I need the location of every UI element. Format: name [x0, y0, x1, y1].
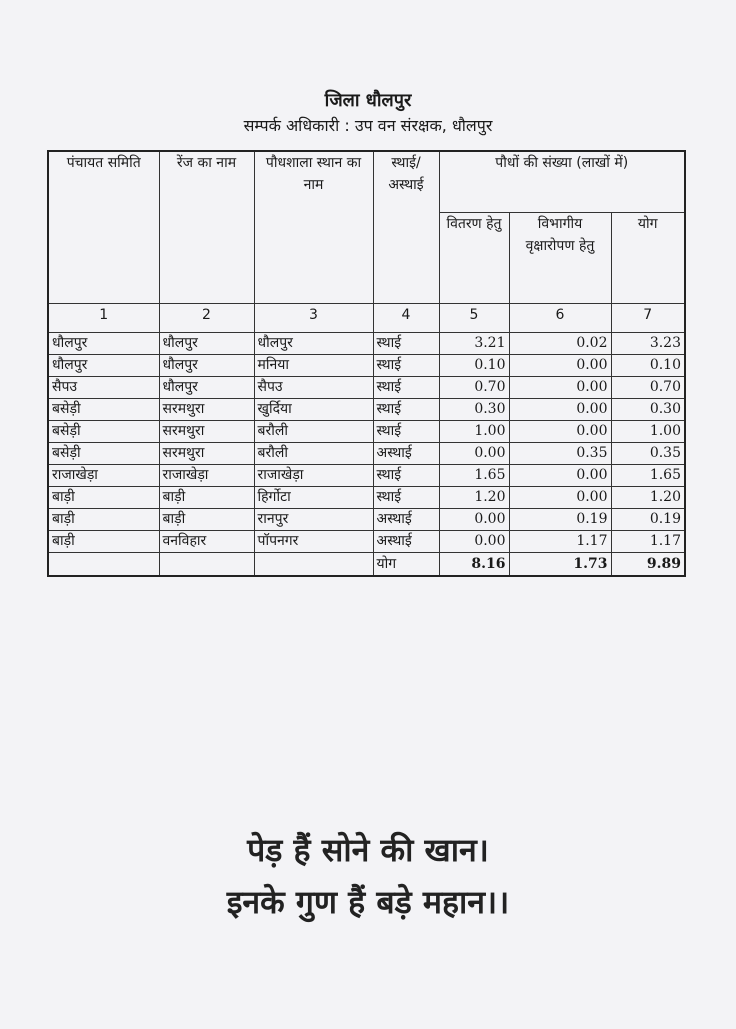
- cell-nursery: खुर्दिया: [254, 399, 373, 421]
- cell-status: स्थाई: [373, 421, 439, 443]
- cell-departmental: 0.00: [509, 399, 611, 421]
- cell-total: 0.30: [611, 399, 685, 421]
- cell-range: बाड़ी: [159, 487, 254, 509]
- cell-departmental: 0.00: [509, 465, 611, 487]
- cell-panchayat: सैपउ: [48, 377, 159, 399]
- cell-departmental: 0.00: [509, 487, 611, 509]
- cell-nursery: पॉपनगर: [254, 531, 373, 553]
- column-number: 1: [48, 304, 159, 333]
- cell-nursery: बरौली: [254, 421, 373, 443]
- cell-range: धौलपुर: [159, 333, 254, 355]
- cell-status: स्थाई: [373, 355, 439, 377]
- total-row: [48, 553, 685, 577]
- cell-departmental: 0.19: [509, 509, 611, 531]
- cell-nursery: धौलपुर: [254, 333, 373, 355]
- table-row: [48, 377, 685, 399]
- column-number: 2: [159, 304, 254, 333]
- cell-departmental: 0.00: [509, 421, 611, 443]
- total-grand: 9.89: [611, 553, 685, 577]
- cell-panchayat: बाड़ी: [48, 487, 159, 509]
- table-row: [48, 465, 685, 487]
- table-row: [48, 421, 685, 443]
- cell-distribution: 0.00: [439, 531, 509, 553]
- cell-distribution: 0.10: [439, 355, 509, 377]
- cell-range: सरमथुरा: [159, 399, 254, 421]
- column-number-row: [48, 304, 685, 333]
- cell-status: स्थाई: [373, 399, 439, 421]
- header-departmental: विभागीय वृक्षारोपण हेतु: [509, 213, 611, 304]
- cell-distribution: 0.00: [439, 509, 509, 531]
- cell-panchayat: बाड़ी: [48, 531, 159, 553]
- cell-range: सरमथुरा: [159, 421, 254, 443]
- cell-range: बाड़ी: [159, 509, 254, 531]
- slogan-line-1: पेड़ हैं सोने की खान।: [247, 831, 489, 869]
- table-row: [48, 333, 685, 355]
- cell-total: 0.35: [611, 443, 685, 465]
- cell-total: 0.70: [611, 377, 685, 399]
- total-label: योग: [373, 553, 439, 577]
- header-distribution: वितरण हेतु: [439, 213, 509, 304]
- column-number: 7: [611, 304, 685, 333]
- cell-nursery: सैपउ: [254, 377, 373, 399]
- cell-distribution: 1.00: [439, 421, 509, 443]
- contact-officer-subtitle: सम्पर्क अधिकारी : उप वन संरक्षक, धौलपुर: [243, 116, 493, 135]
- cell-nursery: मनिया: [254, 355, 373, 377]
- cell-range: धौलपुर: [159, 355, 254, 377]
- cell-panchayat: धौलपुर: [48, 355, 159, 377]
- cell-panchayat: बसेड़ी: [48, 421, 159, 443]
- cell-total: 0.19: [611, 509, 685, 531]
- cell-distribution: 3.21: [439, 333, 509, 355]
- cell-range: सरमथुरा: [159, 443, 254, 465]
- cell-status: अस्थाई: [373, 509, 439, 531]
- cell-range: वनविहार: [159, 531, 254, 553]
- column-number: 6: [509, 304, 611, 333]
- cell-range: धौलपुर: [159, 377, 254, 399]
- cell-departmental: 0.00: [509, 377, 611, 399]
- header-total: योग: [611, 213, 685, 304]
- cell-panchayat: बाड़ी: [48, 509, 159, 531]
- table-row: [48, 399, 685, 421]
- cell-total: 1.00: [611, 421, 685, 443]
- cell-status: अस्थाई: [373, 443, 439, 465]
- district-title: जिला धौलपुर: [324, 90, 412, 111]
- column-number: 4: [373, 304, 439, 333]
- cell-nursery: हिर्गोटा: [254, 487, 373, 509]
- table-row: [48, 355, 685, 377]
- cell-distribution: 0.70: [439, 377, 509, 399]
- cell-distribution: 1.20: [439, 487, 509, 509]
- table-body: [48, 333, 685, 553]
- header-plants: पौधों की संख्या (लाखों में): [439, 151, 685, 213]
- total-departmental: 1.73: [509, 553, 611, 577]
- cell-departmental: 0.02: [509, 333, 611, 355]
- cell-range: राजाखेड़ा: [159, 465, 254, 487]
- cell-total: 0.10: [611, 355, 685, 377]
- cell-panchayat: राजाखेड़ा: [48, 465, 159, 487]
- cell-panchayat: बसेड़ी: [48, 399, 159, 421]
- header-nursery: पौधशाला स्थान का नाम: [254, 151, 373, 304]
- header-status: स्थाई/ अस्थाई: [373, 151, 439, 304]
- table-row: [48, 509, 685, 531]
- table-row: [48, 531, 685, 553]
- cell-status: अस्थाई: [373, 531, 439, 553]
- column-number: 3: [254, 304, 373, 333]
- cell-distribution: 0.30: [439, 399, 509, 421]
- cell-panchayat: धौलपुर: [48, 333, 159, 355]
- column-number: 5: [439, 304, 509, 333]
- cell-status: स्थाई: [373, 333, 439, 355]
- total-distribution: 8.16: [439, 553, 509, 577]
- cell-departmental: 1.17: [509, 531, 611, 553]
- cell-departmental: 0.35: [509, 443, 611, 465]
- cell-total: 1.20: [611, 487, 685, 509]
- table-row: [48, 487, 685, 509]
- header-range: रेंज का नाम: [159, 151, 254, 304]
- cell-distribution: 0.00: [439, 443, 509, 465]
- slogan-line-2: इनके गुण हैं बड़े महान।।: [226, 883, 510, 921]
- cell-total: 3.23: [611, 333, 685, 355]
- nursery-table: [47, 150, 686, 577]
- cell-departmental: 0.00: [509, 355, 611, 377]
- cell-distribution: 1.65: [439, 465, 509, 487]
- header-panchayat: पंचायत समिति: [48, 151, 159, 304]
- cell-total: 1.65: [611, 465, 685, 487]
- cell-status: स्थाई: [373, 465, 439, 487]
- cell-nursery: राजाखेड़ा: [254, 465, 373, 487]
- cell-status: स्थाई: [373, 487, 439, 509]
- table-row: [48, 443, 685, 465]
- cell-nursery: रानपुर: [254, 509, 373, 531]
- cell-nursery: बरौली: [254, 443, 373, 465]
- cell-panchayat: बसेड़ी: [48, 443, 159, 465]
- cell-total: 1.17: [611, 531, 685, 553]
- cell-status: स्थाई: [373, 377, 439, 399]
